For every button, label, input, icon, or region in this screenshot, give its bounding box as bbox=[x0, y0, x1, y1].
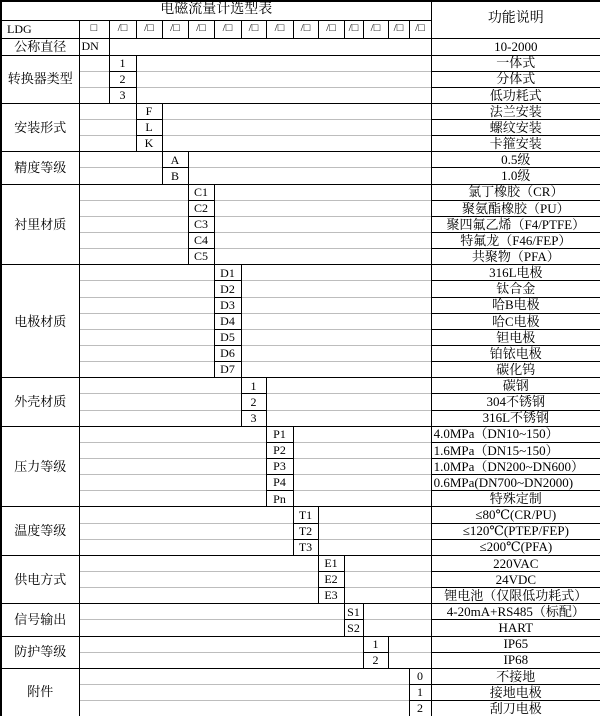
filler-cell bbox=[241, 362, 431, 378]
model-code-segment-box: /□ bbox=[318, 20, 344, 38]
code-cell: T1 bbox=[293, 507, 318, 523]
description-cell: 304不锈钢 bbox=[431, 394, 600, 410]
table-row bbox=[1, 701, 600, 716]
description-cell: ≤120℃(PTEP/FEP) bbox=[431, 523, 600, 539]
description-cell: 24VDC bbox=[431, 572, 600, 588]
description-cell: 钽电极 bbox=[431, 329, 600, 345]
code-cell: C3 bbox=[188, 216, 214, 232]
description-cell: IP65 bbox=[431, 636, 600, 652]
code-cell: C5 bbox=[188, 249, 214, 265]
filler-cell bbox=[318, 507, 431, 523]
table-row bbox=[1, 475, 600, 491]
filler-cell bbox=[293, 426, 431, 442]
category-label: 压力等级 bbox=[1, 426, 79, 507]
description-cell: 氯丁橡胶（CR） bbox=[431, 184, 600, 200]
code-cell: E1 bbox=[318, 555, 344, 571]
category-label: 外壳材质 bbox=[1, 378, 79, 426]
filler-cell bbox=[363, 620, 431, 636]
filler-cell bbox=[266, 378, 431, 394]
model-code-segment-box: /□ bbox=[162, 20, 188, 38]
code-cell: C4 bbox=[188, 233, 214, 249]
code-cell: F bbox=[136, 103, 162, 119]
code-cell: 2 bbox=[241, 394, 266, 410]
filler-cell bbox=[241, 265, 431, 281]
code-cell: A bbox=[162, 152, 188, 168]
filler-cell bbox=[241, 346, 431, 362]
code-cell: 1 bbox=[363, 636, 388, 652]
title-row bbox=[1, 1, 600, 20]
filler-cell bbox=[214, 216, 431, 232]
model-code-segment-box: /□ bbox=[109, 20, 136, 38]
filler-cell bbox=[266, 410, 431, 426]
filler-cell bbox=[79, 233, 188, 249]
table-row bbox=[1, 652, 600, 668]
code-cell: P1 bbox=[266, 426, 293, 442]
table-row bbox=[1, 555, 600, 571]
filler-cell bbox=[79, 572, 318, 588]
filler-cell bbox=[79, 394, 241, 410]
description-cell: 0.6MPa(DN700~DN2000) bbox=[431, 475, 600, 491]
model-code-segment-box: /□ bbox=[241, 20, 266, 38]
filler-cell bbox=[344, 572, 431, 588]
code-cell: T2 bbox=[293, 523, 318, 539]
code-cell: 2 bbox=[109, 71, 136, 87]
table-row bbox=[1, 684, 600, 700]
description-cell: 1.0级 bbox=[431, 168, 600, 184]
filler-cell bbox=[344, 555, 431, 571]
table-row bbox=[1, 313, 600, 329]
filler-cell bbox=[79, 491, 266, 507]
filler-cell bbox=[162, 136, 431, 152]
description-cell: 4.0MPa（DN10~150） bbox=[431, 426, 600, 442]
model-code-box: □ bbox=[79, 20, 109, 38]
filler-cell bbox=[79, 297, 214, 313]
description-cell: 碳钢 bbox=[431, 378, 600, 394]
filler-cell bbox=[79, 475, 266, 491]
description-cell: 不接地 bbox=[431, 668, 600, 684]
table-row bbox=[1, 87, 600, 103]
table-row bbox=[1, 588, 600, 604]
filler-cell bbox=[79, 426, 266, 442]
table-row bbox=[1, 668, 600, 684]
category-label: 转换器类型 bbox=[1, 55, 79, 103]
filler-cell bbox=[79, 87, 109, 103]
table-row bbox=[1, 346, 600, 362]
filler-cell bbox=[162, 120, 431, 136]
category-label: 衬里材质 bbox=[1, 184, 79, 265]
filler-cell bbox=[214, 249, 431, 265]
description-cell: 4-20mA+RS485（标配） bbox=[431, 604, 600, 620]
description-cell: 钛合金 bbox=[431, 281, 600, 297]
model-code-segment-box: /□ bbox=[214, 20, 241, 38]
description-cell: 低功耗式 bbox=[431, 87, 600, 103]
table-row bbox=[1, 55, 600, 71]
table-row bbox=[1, 120, 600, 136]
filler-cell bbox=[79, 55, 109, 71]
table-row bbox=[1, 410, 600, 426]
filler-cell bbox=[109, 38, 431, 55]
table-row bbox=[1, 136, 600, 152]
description-cell: 1.0MPa（DN200~DN600） bbox=[431, 459, 600, 475]
filler-cell bbox=[293, 491, 431, 507]
code-cell: D3 bbox=[214, 297, 241, 313]
code-cell: C1 bbox=[188, 184, 214, 200]
description-cell: 316L不锈钢 bbox=[431, 410, 600, 426]
filler-cell bbox=[241, 313, 431, 329]
description-cell: ≤200℃(PFA) bbox=[431, 539, 600, 555]
code-cell: P2 bbox=[266, 442, 293, 458]
table-row bbox=[1, 604, 600, 620]
code-cell: D4 bbox=[214, 313, 241, 329]
code-cell: E2 bbox=[318, 572, 344, 588]
filler-cell bbox=[79, 459, 266, 475]
filler-cell bbox=[79, 539, 293, 555]
filler-cell bbox=[79, 507, 293, 523]
description-cell: 法兰安装 bbox=[431, 103, 600, 119]
model-code-segment-box: /□ bbox=[388, 20, 409, 38]
filler-cell bbox=[241, 297, 431, 313]
code-cell: P3 bbox=[266, 459, 293, 475]
filler-cell bbox=[293, 459, 431, 475]
table-row bbox=[1, 103, 600, 119]
category-label: 防护等级 bbox=[1, 636, 79, 668]
filler-cell bbox=[136, 87, 431, 103]
filler-cell bbox=[79, 442, 266, 458]
code-cell: C2 bbox=[188, 200, 214, 216]
table-row bbox=[1, 491, 600, 507]
filler-cell bbox=[79, 588, 318, 604]
filler-cell bbox=[79, 378, 241, 394]
model-code-prefix: LDG bbox=[1, 20, 79, 38]
code-cell: D2 bbox=[214, 281, 241, 297]
filler-cell bbox=[363, 604, 431, 620]
category-label: 信号输出 bbox=[1, 604, 79, 636]
table-row bbox=[1, 636, 600, 652]
filler-cell bbox=[79, 701, 409, 716]
description-cell: 铂铱电极 bbox=[431, 346, 600, 362]
table-row bbox=[1, 426, 600, 442]
filler-cell bbox=[79, 103, 136, 119]
description-cell: 特殊定制 bbox=[431, 491, 600, 507]
model-code-segment-box: /□ bbox=[293, 20, 318, 38]
description-cell: 分体式 bbox=[431, 71, 600, 87]
table-row bbox=[1, 200, 600, 216]
code-cell: 2 bbox=[363, 652, 388, 668]
model-code-segment-box: /□ bbox=[266, 20, 293, 38]
table-row bbox=[1, 523, 600, 539]
table-row bbox=[1, 572, 600, 588]
code-cell: T3 bbox=[293, 539, 318, 555]
filler-cell bbox=[214, 200, 431, 216]
description-cell: 接地电极 bbox=[431, 684, 600, 700]
code-cell: 3 bbox=[109, 87, 136, 103]
description-cell: 聚氨酯橡胶（PU） bbox=[431, 200, 600, 216]
code-cell: D5 bbox=[214, 329, 241, 345]
description-cell: 0.5级 bbox=[431, 152, 600, 168]
code-cell: D6 bbox=[214, 346, 241, 362]
description-cell: 螺纹安装 bbox=[431, 120, 600, 136]
filler-cell bbox=[136, 71, 431, 87]
table-row bbox=[1, 281, 600, 297]
table-row bbox=[1, 265, 600, 281]
description-cell: 1.6MPa（DN15~150） bbox=[431, 442, 600, 458]
filler-cell bbox=[344, 588, 431, 604]
category-label: 温度等级 bbox=[1, 507, 79, 555]
model-code-segment-box: /□ bbox=[188, 20, 214, 38]
filler-cell bbox=[293, 475, 431, 491]
description-cell: 220VAC bbox=[431, 555, 600, 571]
description-cell: 聚四氟乙烯（F4/PTFE） bbox=[431, 216, 600, 232]
filler-cell bbox=[79, 265, 214, 281]
filler-cell bbox=[214, 233, 431, 249]
filler-cell bbox=[79, 636, 363, 652]
code-cell: L bbox=[136, 120, 162, 136]
code-cell: DN bbox=[79, 38, 109, 55]
filler-cell bbox=[79, 216, 188, 232]
filler-cell bbox=[241, 329, 431, 345]
table-row bbox=[1, 620, 600, 636]
filler-cell bbox=[79, 620, 344, 636]
filler-cell bbox=[79, 329, 214, 345]
filler-cell bbox=[318, 539, 431, 555]
filler-cell bbox=[241, 281, 431, 297]
filler-cell bbox=[79, 184, 188, 200]
description-cell: 碳化钨 bbox=[431, 362, 600, 378]
table-row bbox=[1, 38, 600, 55]
table-row bbox=[1, 71, 600, 87]
description-cell: 锂电池（仅限低功耗式） bbox=[431, 588, 600, 604]
code-cell: Pn bbox=[266, 491, 293, 507]
table-row bbox=[1, 394, 600, 410]
filler-cell bbox=[79, 652, 363, 668]
code-cell: D1 bbox=[214, 265, 241, 281]
description-cell: 10-2000 bbox=[431, 38, 600, 55]
code-cell: P4 bbox=[266, 475, 293, 491]
category-label: 电极材质 bbox=[1, 265, 79, 378]
filler-cell bbox=[79, 362, 214, 378]
code-cell: S1 bbox=[344, 604, 363, 620]
function-column-header: 功能说明 bbox=[431, 1, 600, 38]
category-label: 安装形式 bbox=[1, 103, 79, 151]
description-cell: 一体式 bbox=[431, 55, 600, 71]
description-cell: 哈B电极 bbox=[431, 297, 600, 313]
filler-cell bbox=[79, 410, 241, 426]
filler-cell bbox=[79, 346, 214, 362]
table-title: 电磁流量计选型表 bbox=[1, 1, 431, 20]
description-cell: IP68 bbox=[431, 652, 600, 668]
filler-cell bbox=[188, 168, 431, 184]
filler-cell bbox=[79, 200, 188, 216]
filler-cell bbox=[79, 668, 409, 684]
description-cell: 刮刀电极 bbox=[431, 701, 600, 716]
table-row bbox=[1, 249, 600, 265]
table-row bbox=[1, 459, 600, 475]
code-cell: 1 bbox=[241, 378, 266, 394]
filler-cell bbox=[388, 636, 431, 652]
filler-cell bbox=[79, 555, 318, 571]
filler-cell bbox=[293, 442, 431, 458]
filler-cell bbox=[79, 136, 136, 152]
model-code-segment-box: /□ bbox=[344, 20, 363, 38]
table-row bbox=[1, 297, 600, 313]
model-code-segment-box: /□ bbox=[363, 20, 388, 38]
filler-cell bbox=[266, 394, 431, 410]
filler-cell bbox=[188, 152, 431, 168]
code-cell: D7 bbox=[214, 362, 241, 378]
filler-cell bbox=[79, 313, 214, 329]
table-row bbox=[1, 216, 600, 232]
filler-cell bbox=[388, 652, 431, 668]
filler-cell bbox=[79, 604, 344, 620]
code-cell: B bbox=[162, 168, 188, 184]
filler-cell bbox=[79, 684, 409, 700]
model-code-segment-box: /□ bbox=[136, 20, 162, 38]
description-cell: 316L电极 bbox=[431, 265, 600, 281]
table-row bbox=[1, 184, 600, 200]
category-label: 附件 bbox=[1, 668, 79, 716]
description-cell: 特氟龙（F46/FEP） bbox=[431, 233, 600, 249]
description-cell: HART bbox=[431, 620, 600, 636]
filler-cell bbox=[79, 71, 109, 87]
table-row bbox=[1, 152, 600, 168]
code-cell: 2 bbox=[409, 701, 431, 716]
table-row bbox=[1, 539, 600, 555]
description-cell: 哈C电极 bbox=[431, 313, 600, 329]
filler-cell bbox=[79, 523, 293, 539]
table-row bbox=[1, 378, 600, 394]
table-row bbox=[1, 233, 600, 249]
code-cell: 1 bbox=[109, 55, 136, 71]
filler-cell bbox=[79, 152, 162, 168]
category-label: 精度等级 bbox=[1, 152, 79, 184]
table-row bbox=[1, 329, 600, 345]
code-cell: 1 bbox=[409, 684, 431, 700]
description-cell: 卡箍安装 bbox=[431, 136, 600, 152]
table-row bbox=[1, 168, 600, 184]
filler-cell bbox=[79, 120, 136, 136]
filler-cell bbox=[79, 281, 214, 297]
filler-cell bbox=[318, 523, 431, 539]
model-code-segment-box: /□ bbox=[409, 20, 431, 38]
description-cell: ≤80℃(CR/PU) bbox=[431, 507, 600, 523]
description-cell: 共聚物（PFA） bbox=[431, 249, 600, 265]
code-cell: 3 bbox=[241, 410, 266, 426]
code-cell: 0 bbox=[409, 668, 431, 684]
code-cell: K bbox=[136, 136, 162, 152]
filler-cell bbox=[136, 55, 431, 71]
table-row bbox=[1, 507, 600, 523]
table-row bbox=[1, 442, 600, 458]
table-row bbox=[1, 362, 600, 378]
filler-cell bbox=[79, 249, 188, 265]
category-label: 供电方式 bbox=[1, 555, 79, 603]
filler-cell bbox=[162, 103, 431, 119]
code-cell: E3 bbox=[318, 588, 344, 604]
category-label: 公称直径 bbox=[1, 38, 79, 55]
filler-cell bbox=[214, 184, 431, 200]
filler-cell bbox=[79, 168, 162, 184]
code-cell: S2 bbox=[344, 620, 363, 636]
